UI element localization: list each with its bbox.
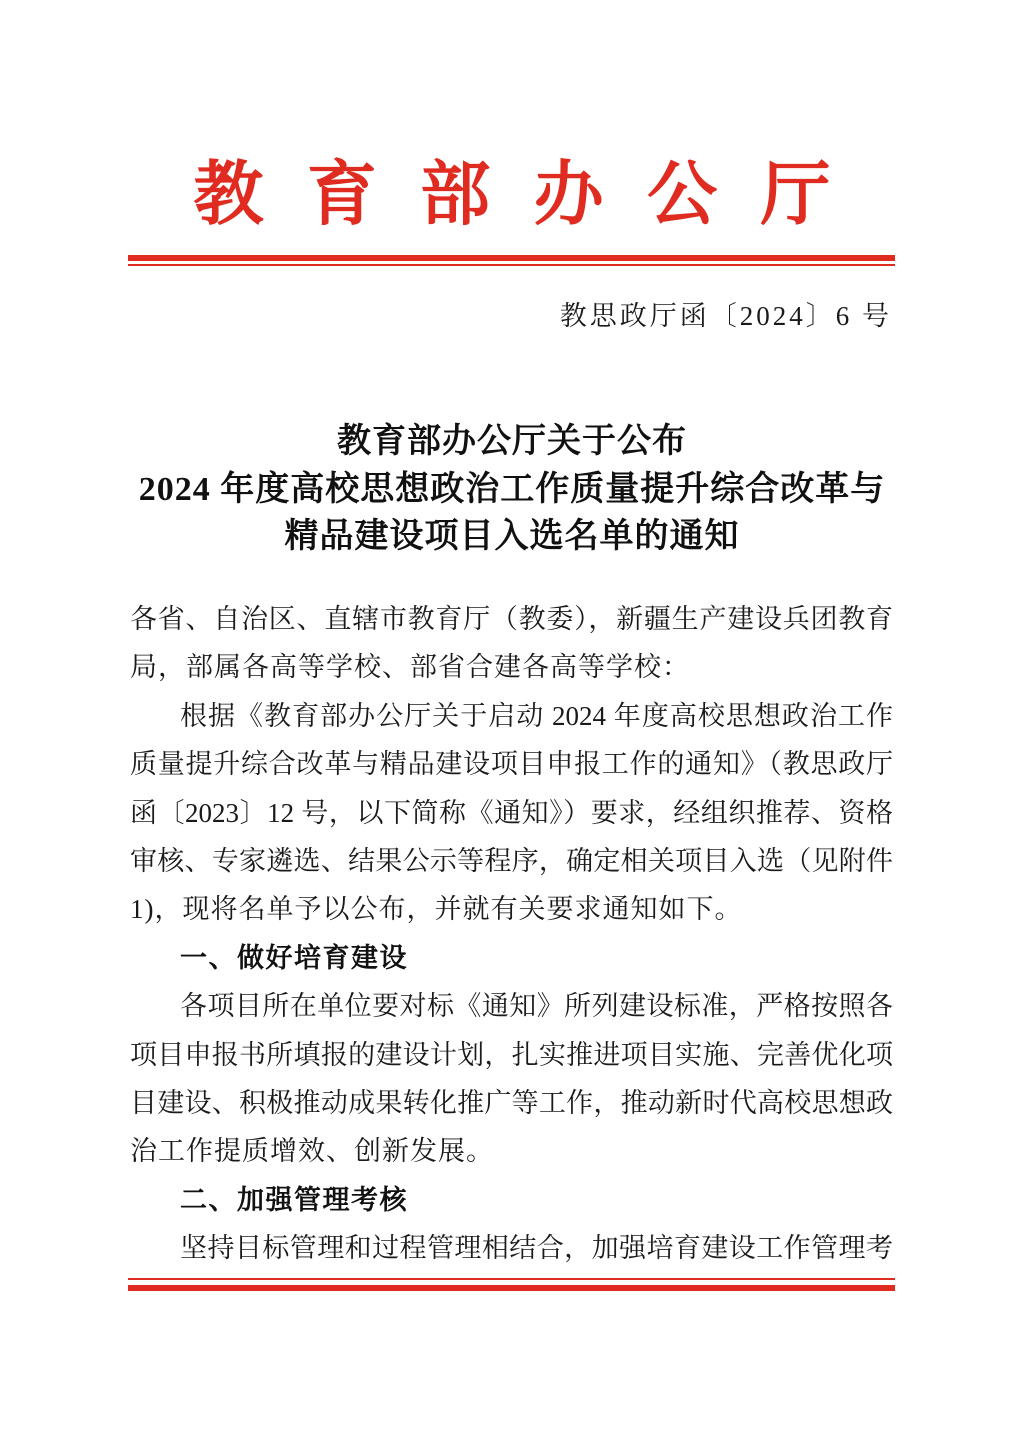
body-line: 治工作提质增效、创新发展。 [130, 1136, 494, 1167]
body-line: 目建设、积极推动成果转化推广等工作，推动新时代高校思想政 [130, 1088, 893, 1119]
footer-rule-thick [128, 1285, 895, 1291]
title-line-2: 2024 年度高校思想政治工作质量提升综合改革与 [138, 470, 886, 508]
document-body [130, 595, 893, 1273]
body-line: 1)，现将名单予以公布，并就有关要求通知如下。 [130, 894, 743, 925]
agency-name: 教育部办公厅 [193, 157, 874, 234]
body-line: 各省、自治区、直辖市教育厅（教委），新疆生产建设兵团教育 [130, 604, 893, 634]
body-line: 坚持目标管理和过程管理相结合，加强培育建设工作管理考 [180, 1233, 893, 1264]
title-line-3: 精品建设项目入选名单的通知 [284, 518, 740, 555]
footer-rule-thin [128, 1278, 895, 1280]
body-line: 审核、专家遴选、结果公示等程序，确定相关项目入选（见附件 [130, 846, 893, 877]
body-line: 根据《教育部办公厅关于启动 2024 年度高校思想政治工作 [180, 700, 893, 731]
body-line: 质量提升综合改革与精品建设项目申报工作的通知》（教思政厅 [130, 749, 893, 780]
title-line-1: 教育部办公厅关于公布 [337, 423, 687, 460]
body-line: 函〔2023〕12 号，以下简称《通知》）要求，经组织推荐、资格 [130, 797, 893, 828]
body-line: 项目申报书所填报的建设计划，扎实推进项目实施、完善优化项 [130, 1039, 893, 1070]
section-heading-1: 一、做好培育建设 [180, 942, 408, 973]
document-title [0, 418, 1024, 561]
letterhead-rule-thin [128, 264, 895, 266]
body-line: 局，部属各高等学校、部省合建各高等学校： [130, 652, 690, 683]
doc-number: 教思政厅函〔2024〕6 号 [559, 301, 892, 331]
letterhead-rule-thick [128, 255, 895, 261]
body-line: 各项目所在单位要对标《通知》所列建设标准，严格按照各 [180, 991, 893, 1022]
section-heading-2: 二、加强管理考核 [180, 1184, 408, 1215]
